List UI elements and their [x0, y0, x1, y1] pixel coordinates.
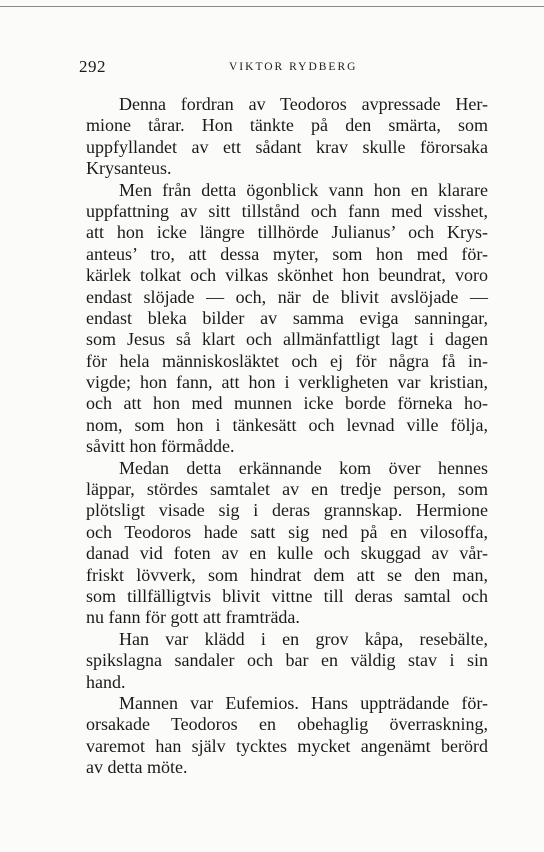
- text-line: som Jesus så klart och allmänfattligt lagt i dagen: [86, 329, 488, 350]
- text-line: nu fann för gott att framträda.: [86, 607, 300, 628]
- text-line: Mannen var Eufemios. Hans uppträdande för-: [119, 692, 488, 713]
- text-line: för hela människosläktet och ej för några få in-: [86, 350, 488, 371]
- text-line: av detta möte.: [86, 757, 188, 778]
- text-line: endast slöjade — och, när de blivit avslöjade —: [86, 286, 488, 307]
- running-title: VIKTOR RYDBERG: [229, 61, 358, 73]
- text-line: Denna fordran av Teodoros avpressade Her-: [119, 94, 488, 114]
- text-line: mione tårar. Hon tänkte på den smärta, som: [86, 115, 488, 136]
- text-line: endast bleka bilder av samma eviga sanningar,: [86, 307, 488, 328]
- text-line: varemot han själv tycktes mycket angenämt berörd: [86, 735, 488, 756]
- text-line: och Teodoros hade satt sig ned på en vilosoffa,: [86, 521, 488, 542]
- text-line: Medan detta erkännande kom över hennes: [119, 457, 488, 478]
- text-line: danad vid foten av en kulle och skuggad av vår-: [86, 543, 488, 564]
- text-line: såvitt hon förmådde.: [86, 436, 235, 457]
- text-line: anteus’ tro, att dessa myter, som hon med för-: [86, 243, 488, 264]
- top-rule: [0, 6, 544, 7]
- text-line: plötsligt visade sig i deras grannskap. Hermione: [86, 500, 488, 521]
- text-line: spikslagna sandaler och bar en väldig stav i sin: [86, 650, 488, 671]
- text-line: läppar, stördes samtalet av en tredje person, som: [86, 479, 488, 500]
- text-line: nom, som hon i tänkesätt och levnad ville följa,: [86, 414, 488, 435]
- body-text: [86, 94, 488, 779]
- text-line: vigde; hon fann, att hon i verkligheten var kristian,: [86, 372, 488, 393]
- text-line: Krysanteus.: [86, 158, 172, 179]
- page-number: 292: [79, 57, 106, 76]
- text-line: att hon icke längre tillhörde Julianus’ och Krys-: [86, 222, 488, 243]
- text-line: uppfyllandet av ett sådant krav skulle förorsaka: [86, 136, 488, 157]
- text-line: och att hon med munnen icke borde förneka ho-: [86, 393, 488, 414]
- text-line: Men från detta ögonblick vann hon en klarare: [119, 179, 488, 200]
- text-line: kärlek tolkat och vilkas skönhet hon beundrat, voro: [86, 265, 488, 286]
- text-line: Han var klädd i en grov kåpa, resebälte,: [119, 628, 488, 649]
- text-line: hand.: [86, 671, 126, 692]
- text-line: orsakade Teodoros en obehaglig överraskning,: [86, 714, 488, 735]
- running-head: [79, 57, 489, 77]
- text-line: uppfattning av sitt tillstånd och fann med visshet,: [86, 200, 488, 221]
- text-line: friskt lövverk, som hindrat dem att se den man,: [86, 564, 488, 585]
- text-line: som tillfälligtvis blivit vittne till deras samtal och: [86, 585, 488, 606]
